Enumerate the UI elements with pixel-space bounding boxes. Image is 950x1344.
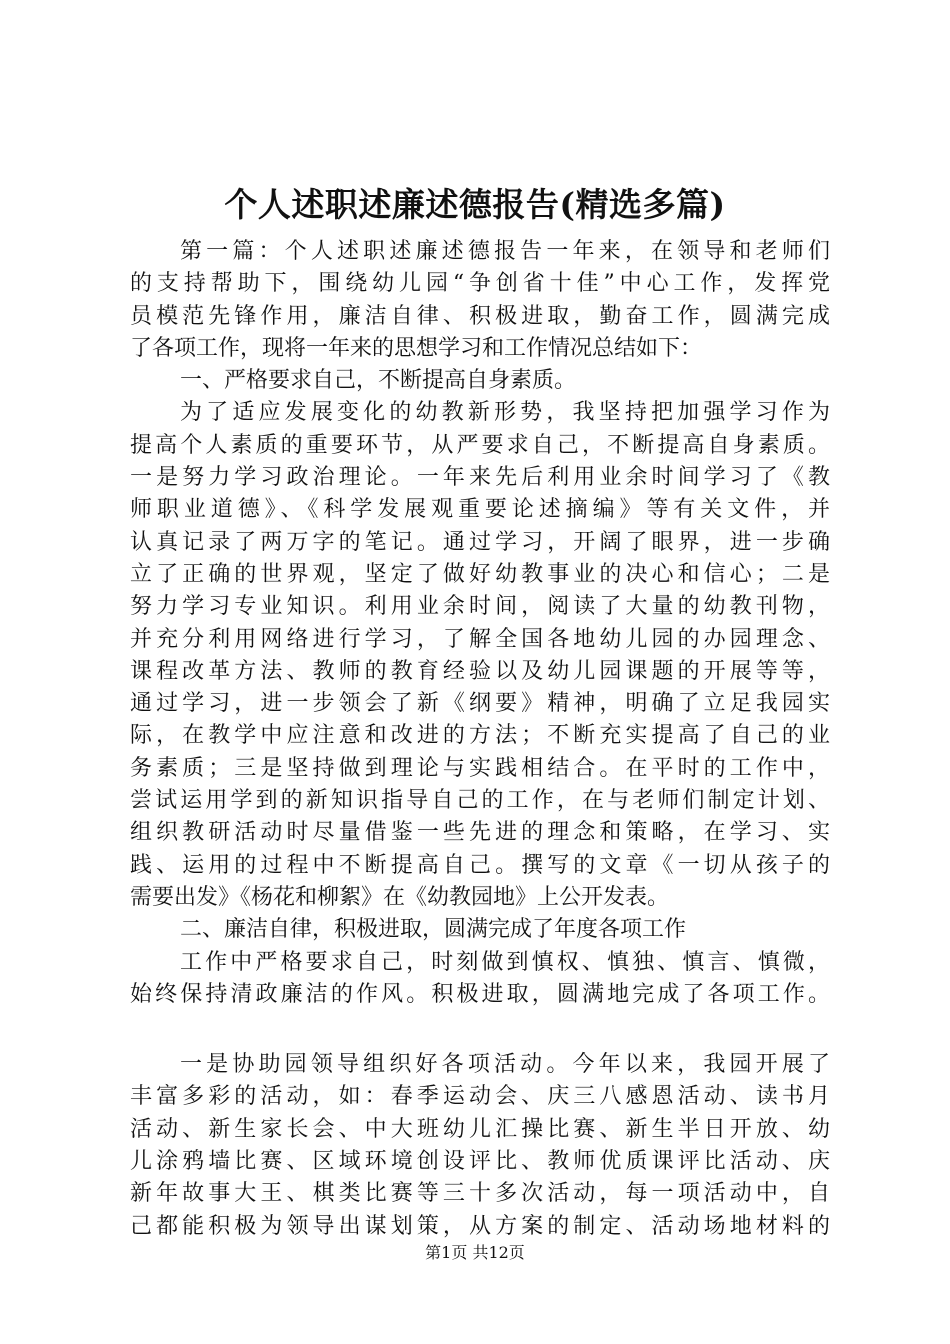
document-body bbox=[130, 236, 830, 1243]
paragraph-2-line-11: 际，在教学中应注意和改进的方法；不断充实提高了自己的业 bbox=[130, 723, 830, 749]
paragraph-1-line-2: 的支持帮助下，围绕幼儿园“争创省十佳”中心工作，发挥党 bbox=[130, 271, 830, 297]
paragraph-gap bbox=[130, 1011, 830, 1049]
paragraph-2-line-16: 需要出发》《杨花和柳絮》在《幼教园地》上公开发表。 bbox=[130, 884, 670, 910]
paragraph-2-line-9: 课程改革方法、教师的教育经验以及幼儿园课题的开展等等， bbox=[130, 658, 830, 684]
section-heading-2: 二、廉洁自律，积极进取，圆满完成了年度各项工作 bbox=[180, 917, 687, 943]
paragraph-2-line-13: 尝试运用学到的新知识指导自己的工作，在与老师们制定计划、 bbox=[130, 788, 830, 814]
paragraph-2-line-7: 努力学习专业知识。利用业余时间，阅读了大量的幼教刊物， bbox=[130, 594, 830, 620]
paragraph-1-line-4: 了各项工作，现将一年来的思想学习和工作情况总结如下： bbox=[130, 335, 703, 361]
paragraph-4-line-3: 活动、新生家长会、中大班幼儿汇操比赛、新生半日开放、幼 bbox=[130, 1116, 830, 1142]
paragraph-2-line-8: 并充分利用网络进行学习，了解全国各地幼儿园的办园理念、 bbox=[130, 626, 830, 652]
section-heading-1: 一、严格要求自己，不断提高自身素质。 bbox=[180, 368, 577, 394]
paragraph-1-line-1: 第一篇：个人述职述廉述德报告一年来，在领导和老师们 bbox=[180, 239, 830, 264]
paragraph-2-line-6: 立了正确的世界观，坚定了做好幼教事业的决心和信心；二是 bbox=[130, 561, 830, 587]
paragraph-1-line-3: 员模范先锋作用，廉洁自律、积极进取，勤奋工作，圆满完成 bbox=[130, 303, 830, 329]
paragraph-4-line-2: 丰富多彩的活动，如：春季运动会、庆三八感恩活动、读书月 bbox=[130, 1084, 830, 1110]
paragraph-4-line-6: 己都能积极为领导出谋划策，从方案的制定、活动场地材料的 bbox=[130, 1213, 830, 1239]
paragraph-3-line-1: 工作中严格要求自己，时刻做到慎权、慎独、慎言、慎微， bbox=[180, 949, 830, 975]
paragraph-2-line-12: 务素质；三是坚持做到理论与实践相结合。在平时的工作中， bbox=[130, 755, 830, 781]
paragraph-2-line-4: 师职业道德》、《科学发展观重要论述摘编》等有关文件，并 bbox=[130, 497, 830, 523]
paragraph-2-line-15: 践、运用的过程中不断提高自己。撰写的文章《一切从孩子的 bbox=[130, 852, 830, 878]
paragraph-2-line-2: 提高个人素质的重要环节，从严要求自己，不断提高自身素质。 bbox=[130, 432, 830, 458]
paragraph-3-line-2: 始终保持清政廉洁的作风。积极进取，圆满地完成了各项工作。 bbox=[130, 981, 830, 1007]
paragraph-2-line-5: 认真记录了两万字的笔记。通过学习，开阔了眼界，进一步确 bbox=[130, 529, 830, 555]
paragraph-2-line-14: 组织教研活动时尽量借鉴一些先进的理念和策略，在学习、实 bbox=[130, 820, 830, 846]
paragraph-2-line-1: 为了适应发展变化的幼教新形势，我坚持把加强学习作为 bbox=[180, 400, 830, 426]
paragraph-2-line-10: 通过学习，进一步领会了新《纲要》精神，明确了立足我园实 bbox=[130, 691, 830, 717]
page-footer: 第1页 共12页 bbox=[425, 1243, 525, 1262]
paragraph-4-line-1: 一是协助园领导组织好各项活动。今年以来，我园开展了 bbox=[180, 1052, 830, 1078]
paragraph-4-line-5: 新年故事大王、棋类比赛等三十多次活动，每一项活动中，自 bbox=[130, 1181, 830, 1207]
paragraph-4-line-4: 儿涂鸦墙比赛、区域环境创设评比、教师优质课评比活动、庆 bbox=[130, 1149, 830, 1175]
document-title: 个人述职述廉述德报告(精选多篇) bbox=[224, 185, 726, 224]
paragraph-2-line-3: 一是努力学习政治理论。一年来先后利用业余时间学习了《教 bbox=[130, 465, 830, 491]
